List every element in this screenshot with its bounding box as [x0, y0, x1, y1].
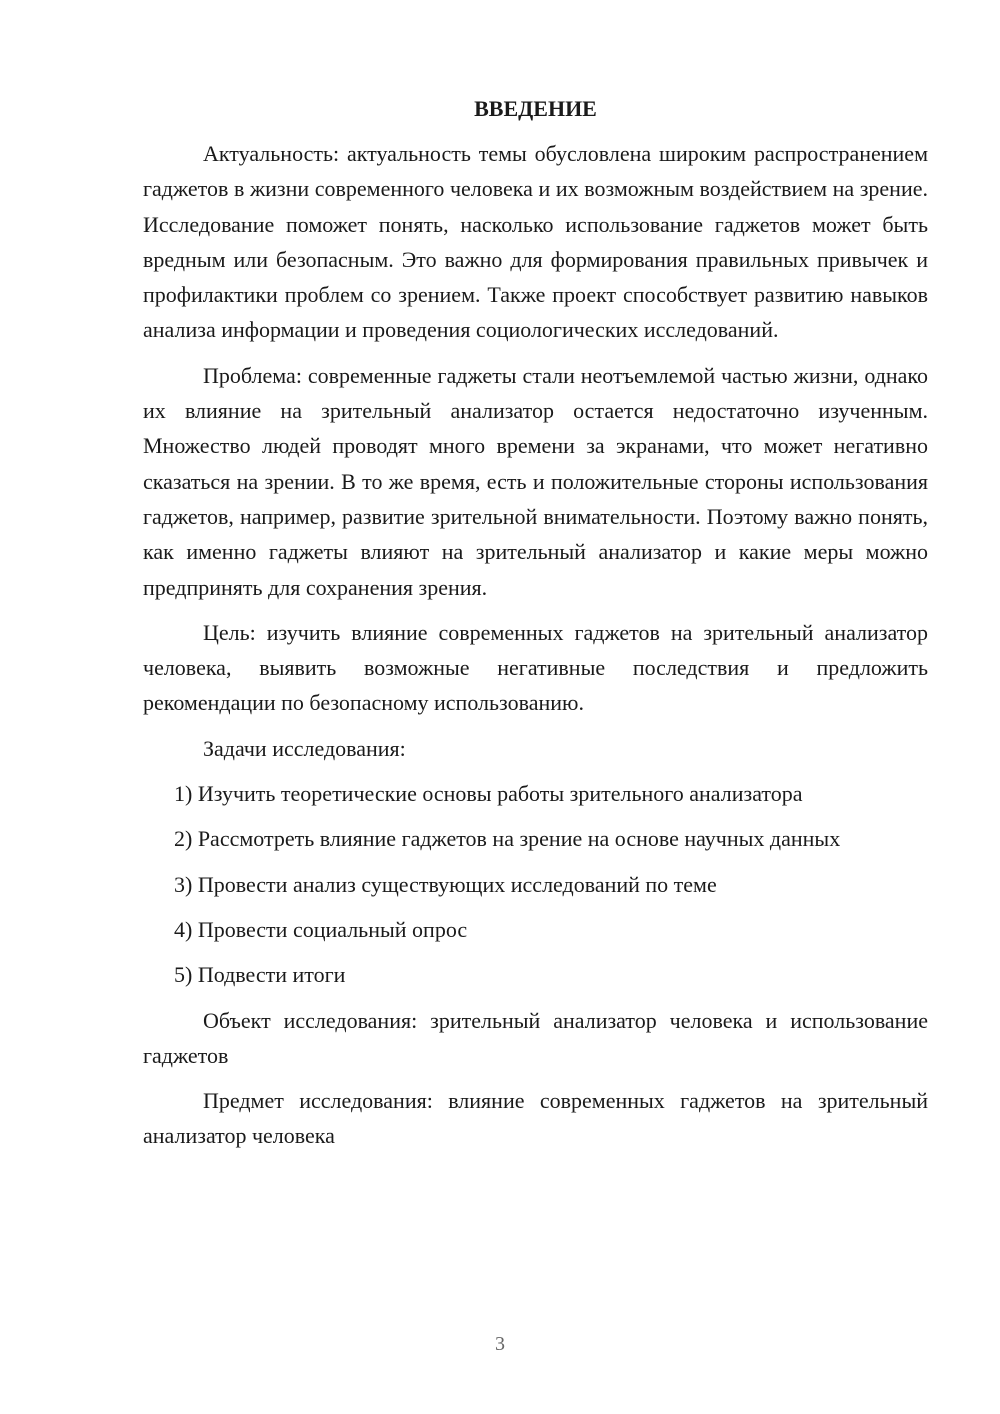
- goal-paragraph: Цель: изучить влияние современных гаджетов на зрительный анализатор человека, выявить возможные негативные последствия и предложить рекомендации по безопасному использованию.: [143, 619, 928, 716]
- object-paragraph: Объект исследования: зрительный анализатор человека и использование гаджетов: [143, 1007, 928, 1068]
- task-item-5: 5) Подвести итоги: [174, 962, 346, 988]
- page-title: ВВЕДЕНИЕ: [474, 96, 597, 121]
- subject-paragraph: Предмет исследования: влияние современных гаджетов на зрительный анализатор человека: [143, 1088, 928, 1149]
- relevance-paragraph: Актуальность: актуальность темы обусловлена широким распространением гаджетов в жизни современного человека и их возможным воздействием на зрение. Исследование поможет понять, насколько использование гаджетов может быть вредным или безопасным. Это важно для формирования правильных привычек и профилактики проблем со зрением. Также проект способствует развитию навыков анализа информации и проведения социологических исследований.: [143, 141, 928, 343]
- tasks-list: [143, 776, 928, 992]
- task-item-4: 4) Провести социальный опрос: [174, 916, 468, 942]
- task-item-1: 1) Изучить теоретические основы работы зрительного анализатора: [174, 781, 803, 807]
- page-number: 3: [495, 1333, 505, 1355]
- task-item-3: 3) Провести анализ существующих исследований по теме: [174, 871, 717, 897]
- problem-paragraph: Проблема: современные гаджеты стали неотъемлемой частью жизни, однако их влияние на зрительный анализатор остается недостаточно изученным. Множество людей проводят много времени за экранами, что может негативно сказаться на зрении. В то же время, есть и положительные стороны использования гаджетов, например, развитие зрительной внимательности. Поэтому важно понять, как именно гаджеты влияют на зрительный анализатор и какие меры можно предпринять для сохранения зрения.: [143, 362, 928, 600]
- document-page: [143, 94, 928, 1164]
- task-item-2: 2) Рассмотреть влияние гаджетов на зрение на основе научных данных: [174, 826, 841, 852]
- tasks-heading: Задачи исследования:: [203, 735, 406, 761]
